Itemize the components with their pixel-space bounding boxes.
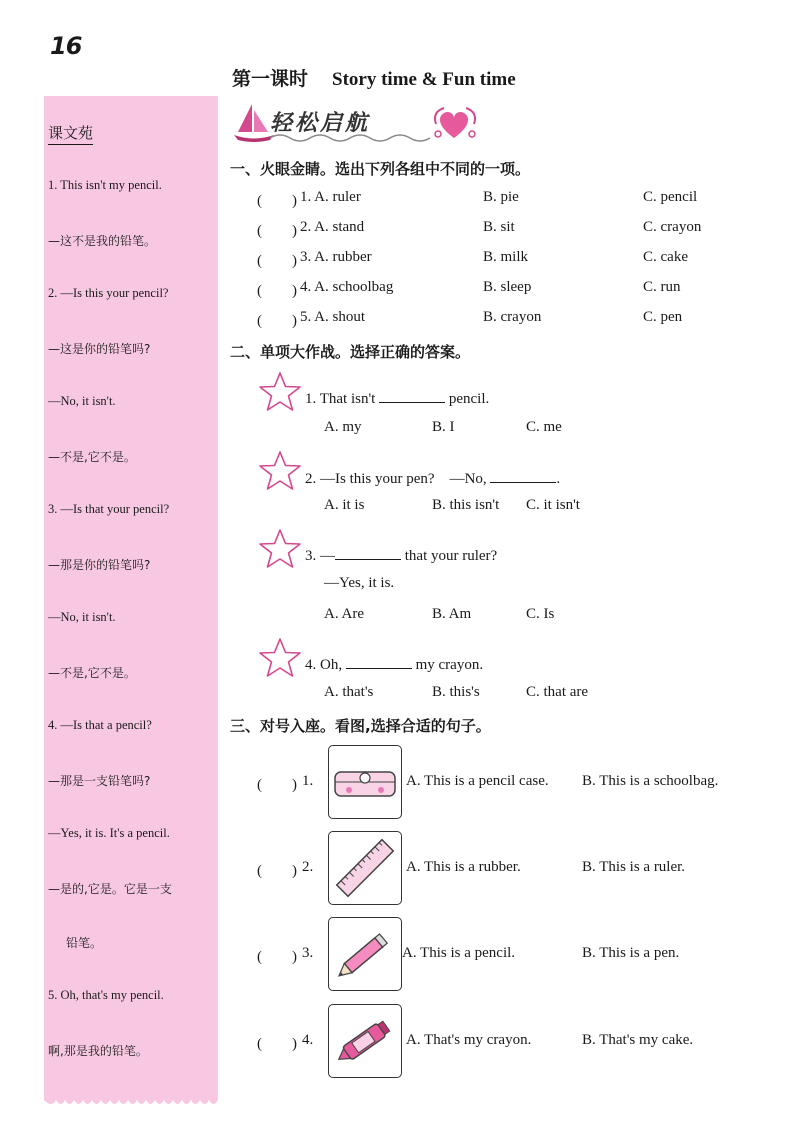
- option-b: B. sit: [483, 219, 515, 235]
- crayon-icon: [329, 1005, 401, 1077]
- answer-parens[interactable]: ( ): [257, 949, 297, 965]
- banner-title: 轻松启航: [270, 111, 371, 136]
- item-number: 3.: [302, 945, 314, 961]
- option-a: A. This is a pencil case.: [406, 773, 549, 789]
- lesson-title: [232, 64, 516, 91]
- option-b: B. I: [432, 419, 455, 435]
- sidebar-line: —是的,它是。它是一支: [48, 882, 172, 896]
- sidebar-heading: 课文苑: [48, 122, 93, 145]
- star-icon: [256, 527, 304, 571]
- question-2: 2. —Is this your pen? —No, .: [305, 467, 560, 488]
- pencil-case-icon: [329, 746, 401, 818]
- section-2-title: 二、单项大作战。选择正确的答案。: [230, 343, 471, 361]
- option-a: 5. A. shout: [300, 309, 366, 325]
- option-b: B. This is a pen.: [582, 945, 680, 961]
- option-a: 1. A. ruler: [300, 189, 361, 205]
- answer-parens[interactable]: ( ): [257, 1036, 297, 1052]
- option-a: A. This is a rubber.: [406, 859, 521, 875]
- page-number: 16: [50, 32, 82, 60]
- option-c: C. Is: [526, 606, 555, 622]
- section-1-title: 一、火眼金睛。选出下列各组中不同的一项。: [230, 160, 531, 178]
- option-b: B. crayon: [483, 309, 542, 325]
- sidebar-line: —这不是我的铅笔。: [48, 234, 157, 248]
- answer-blank[interactable]: [490, 468, 556, 483]
- option-b: B. That's my cake.: [582, 1032, 694, 1048]
- sidebar-line: —不是,它不是。: [48, 450, 136, 464]
- option-b: B. milk: [483, 249, 529, 265]
- star-icon: [256, 370, 304, 414]
- sidebar-line: —那是一支铅笔吗?: [48, 774, 151, 788]
- answer-parens[interactable]: ( ): [257, 283, 297, 299]
- sidebar-line: —Yes, it is. It's a pencil.: [48, 826, 170, 840]
- star-icon: [256, 449, 304, 493]
- sidebar-line: 3. —Is that your pencil?: [48, 502, 170, 516]
- answer-parens[interactable]: ( ): [257, 193, 297, 209]
- answer-parens[interactable]: ( ): [257, 253, 297, 269]
- sidebar-line: —No, it isn't.: [48, 610, 116, 624]
- section-3-title: 三、对号入座。看图,选择合适的句子。: [230, 717, 491, 735]
- answer-blank[interactable]: [379, 388, 445, 403]
- sidebar-line: 5. Oh, that's my pencil.: [48, 988, 164, 1002]
- answer-parens[interactable]: ( ): [257, 777, 297, 793]
- option-c: C. pen: [643, 309, 683, 325]
- option-a: 2. A. stand: [300, 219, 365, 235]
- item-number: 2.: [302, 859, 314, 875]
- sidebar-line: —这是你的铅笔吗?: [48, 342, 151, 356]
- sidebar-line: 2. —Is this your pencil?: [48, 286, 169, 300]
- picture-frame: [328, 917, 402, 991]
- pencil-icon: [329, 918, 401, 990]
- picture-frame: [328, 745, 402, 819]
- lesson-title-cn: 第一课时: [232, 69, 309, 90]
- answer-parens[interactable]: ( ): [257, 313, 297, 329]
- option-b: B. This is a schoolbag.: [582, 773, 719, 789]
- wave-decoration: [270, 133, 430, 143]
- option-a: A. Are: [324, 606, 364, 622]
- picture-frame: [328, 831, 402, 905]
- option-c: C. me: [526, 419, 562, 435]
- option-a: 4. A. schoolbag: [300, 279, 394, 295]
- question-4: 4. Oh, my crayon.: [305, 654, 483, 674]
- option-a: A. That's my crayon.: [406, 1032, 532, 1048]
- answer-parens[interactable]: ( ): [257, 863, 297, 879]
- option-c: C. it isn't: [526, 497, 580, 513]
- option-a: A. that's: [324, 684, 374, 700]
- sidebar-line: 4. —Is that a pencil?: [48, 718, 152, 732]
- picture-frame: [328, 1004, 402, 1078]
- question-3-reply: —Yes, it is.: [324, 575, 395, 591]
- option-c: C. cake: [643, 249, 688, 265]
- star-icon: [256, 636, 304, 680]
- sidebar-line: 1. This isn't my pencil.: [48, 178, 162, 192]
- option-b: B. This is a ruler.: [582, 859, 686, 875]
- option-c: C. pencil: [643, 189, 698, 205]
- option-a: A. my: [324, 419, 362, 435]
- option-a: 3. A. rubber: [300, 249, 372, 265]
- ruler-icon: [329, 832, 401, 904]
- sidebar-wavy-edge: [44, 1096, 218, 1108]
- question-1: 1. That isn't pencil.: [305, 388, 489, 408]
- option-c: C. that are: [526, 684, 589, 700]
- question-3: 3. — that your ruler?: [305, 545, 497, 565]
- option-a: A. it is: [324, 497, 365, 513]
- option-b: B. this's: [432, 684, 480, 700]
- heart-swirl-icon: [430, 104, 480, 144]
- option-b: B. sleep: [483, 279, 532, 295]
- sidebar-line: —不是,它不是。: [48, 666, 136, 680]
- sidebar-line: —那是你的铅笔吗?: [48, 558, 151, 572]
- option-a: A. This is a pencil.: [402, 945, 516, 961]
- answer-parens[interactable]: ( ): [257, 223, 297, 239]
- option-c: C. run: [643, 279, 681, 295]
- option-b: B. Am: [432, 606, 472, 622]
- sidebar-line: 啊,那是我的铅笔。: [48, 1044, 148, 1058]
- item-number: 4.: [302, 1032, 314, 1048]
- item-number: 1.: [302, 773, 314, 789]
- sidebar-line: —No, it isn't.: [48, 394, 116, 408]
- sidebar-line: 铅笔。: [66, 936, 103, 950]
- option-b: B. this isn't: [432, 497, 500, 513]
- answer-blank[interactable]: [335, 545, 401, 560]
- option-c: C. crayon: [643, 219, 702, 235]
- option-b: B. pie: [483, 189, 519, 205]
- answer-blank[interactable]: [346, 654, 412, 669]
- lesson-title-en: Story time & Fun time: [332, 69, 516, 90]
